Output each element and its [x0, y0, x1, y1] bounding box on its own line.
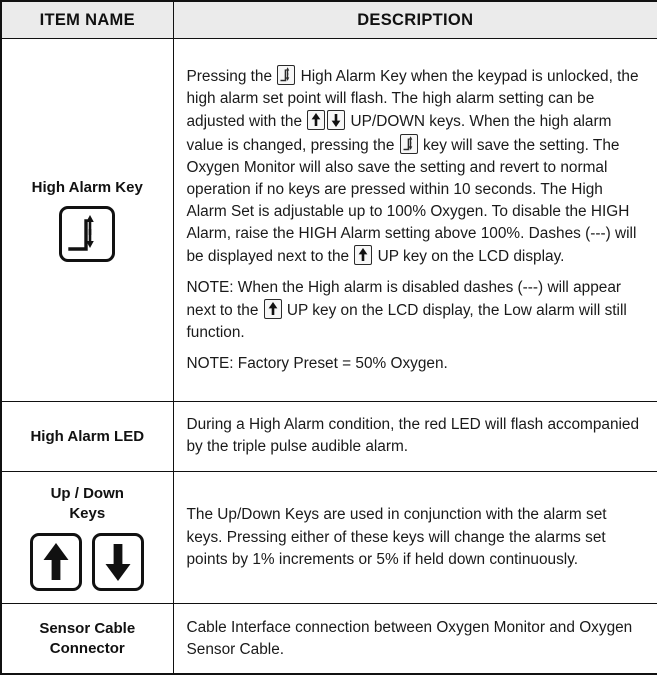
- down-arrow-key-icon: [92, 533, 144, 591]
- item-name-cell-sensor-cable-connector: [1, 604, 173, 674]
- item-name-label-line1: Up / Down: [50, 485, 124, 503]
- up-down-keys-art: [8, 533, 167, 591]
- desc-text-segment: High Alarm Key when the keypad is unlocked, the high alarm set point will flash. The high alarm setting can be adjusted with the: [186, 68, 639, 131]
- item-name-cell-high-alarm-led: [1, 402, 173, 472]
- description-cell-high-alarm-key: [173, 39, 657, 402]
- desc-text-segment: Pressing the: [186, 68, 277, 86]
- column-header-description: DESCRIPTION: [173, 1, 657, 39]
- description-paragraph: [187, 65, 646, 267]
- item-name-label: [8, 619, 167, 659]
- description-paragraph: During a High Alarm condition, the red LED will flash accompanied by the triple pulse audible alarm.: [186, 416, 640, 456]
- table-row: [1, 39, 657, 402]
- up-arrow-key-icon: [307, 110, 325, 130]
- table-header-row: [1, 1, 657, 39]
- high-alarm-key-art: [8, 206, 167, 262]
- down-arrow-key-icon: [327, 110, 345, 130]
- table-row: [1, 402, 657, 472]
- item-name-label-line1: Sensor Cable: [39, 619, 136, 637]
- description-cell-high-alarm-led: [173, 402, 657, 472]
- item-name-label-line2: Connector: [49, 639, 125, 657]
- up-arrow-key-icon: [354, 245, 372, 265]
- item-name-label-line2: Keys: [69, 505, 106, 523]
- table-row: [1, 604, 657, 674]
- item-name-cell-high-alarm-key: [1, 39, 173, 402]
- table-body: [1, 39, 657, 675]
- desc-text-segment: UP key on the LCD display.: [373, 247, 565, 265]
- description-note-paragraph: NOTE: Factory Preset = 50% Oxygen.: [186, 354, 448, 372]
- column-header-item-name: ITEM NAME: [1, 1, 173, 39]
- high-alarm-key-icon: [400, 134, 418, 154]
- desc-text-segment: UP/DOWN keys. When the high alarm value is changed, pressing the: [186, 113, 612, 154]
- description-paragraph: The Up/Down Keys are used in conjunction with the alarm set keys. Pressing either of these keys will change the alarms set points by 1% increments or 5% if held down continuously.: [186, 506, 607, 568]
- high-alarm-key-icon: [277, 65, 295, 85]
- description-paragraph: Cable Interface connection between Oxygen Monitor and Oxygen Sensor Cable.: [186, 618, 633, 658]
- item-name-label: High Alarm LED: [30, 427, 145, 445]
- description-cell-up-down-keys: [173, 471, 657, 603]
- item-name-cell-up-down-keys: [1, 471, 173, 603]
- description-cell-sensor-cable-connector: [173, 604, 657, 674]
- high-alarm-key-icon: [59, 206, 115, 262]
- item-name-label: High Alarm Key: [31, 178, 143, 196]
- description-note-paragraph: [187, 277, 646, 344]
- table-header: [1, 1, 657, 39]
- up-arrow-key-icon: [264, 299, 282, 319]
- table-row: [1, 471, 657, 603]
- desc-text-segment: NOTE: When the High alarm is disabled dashes (---) will appear next to the: [186, 278, 622, 319]
- desc-text-segment: UP key on the LCD display, the Low alarm will still function.: [186, 301, 627, 341]
- up-arrow-key-icon: [30, 533, 82, 591]
- desc-text-segment: key will save the setting. The Oxygen Monitor will also save the setting and revert to normal operation if no keys are pressed within 10 seconds. The High Alarm Set is adjustable up to 100% Oxygen. To disable the HIGH Alarm, raise the HIGH Alarm setting above 100%. Dashes (---) will be displayed next to the: [186, 136, 637, 265]
- item-name-label: [8, 484, 167, 524]
